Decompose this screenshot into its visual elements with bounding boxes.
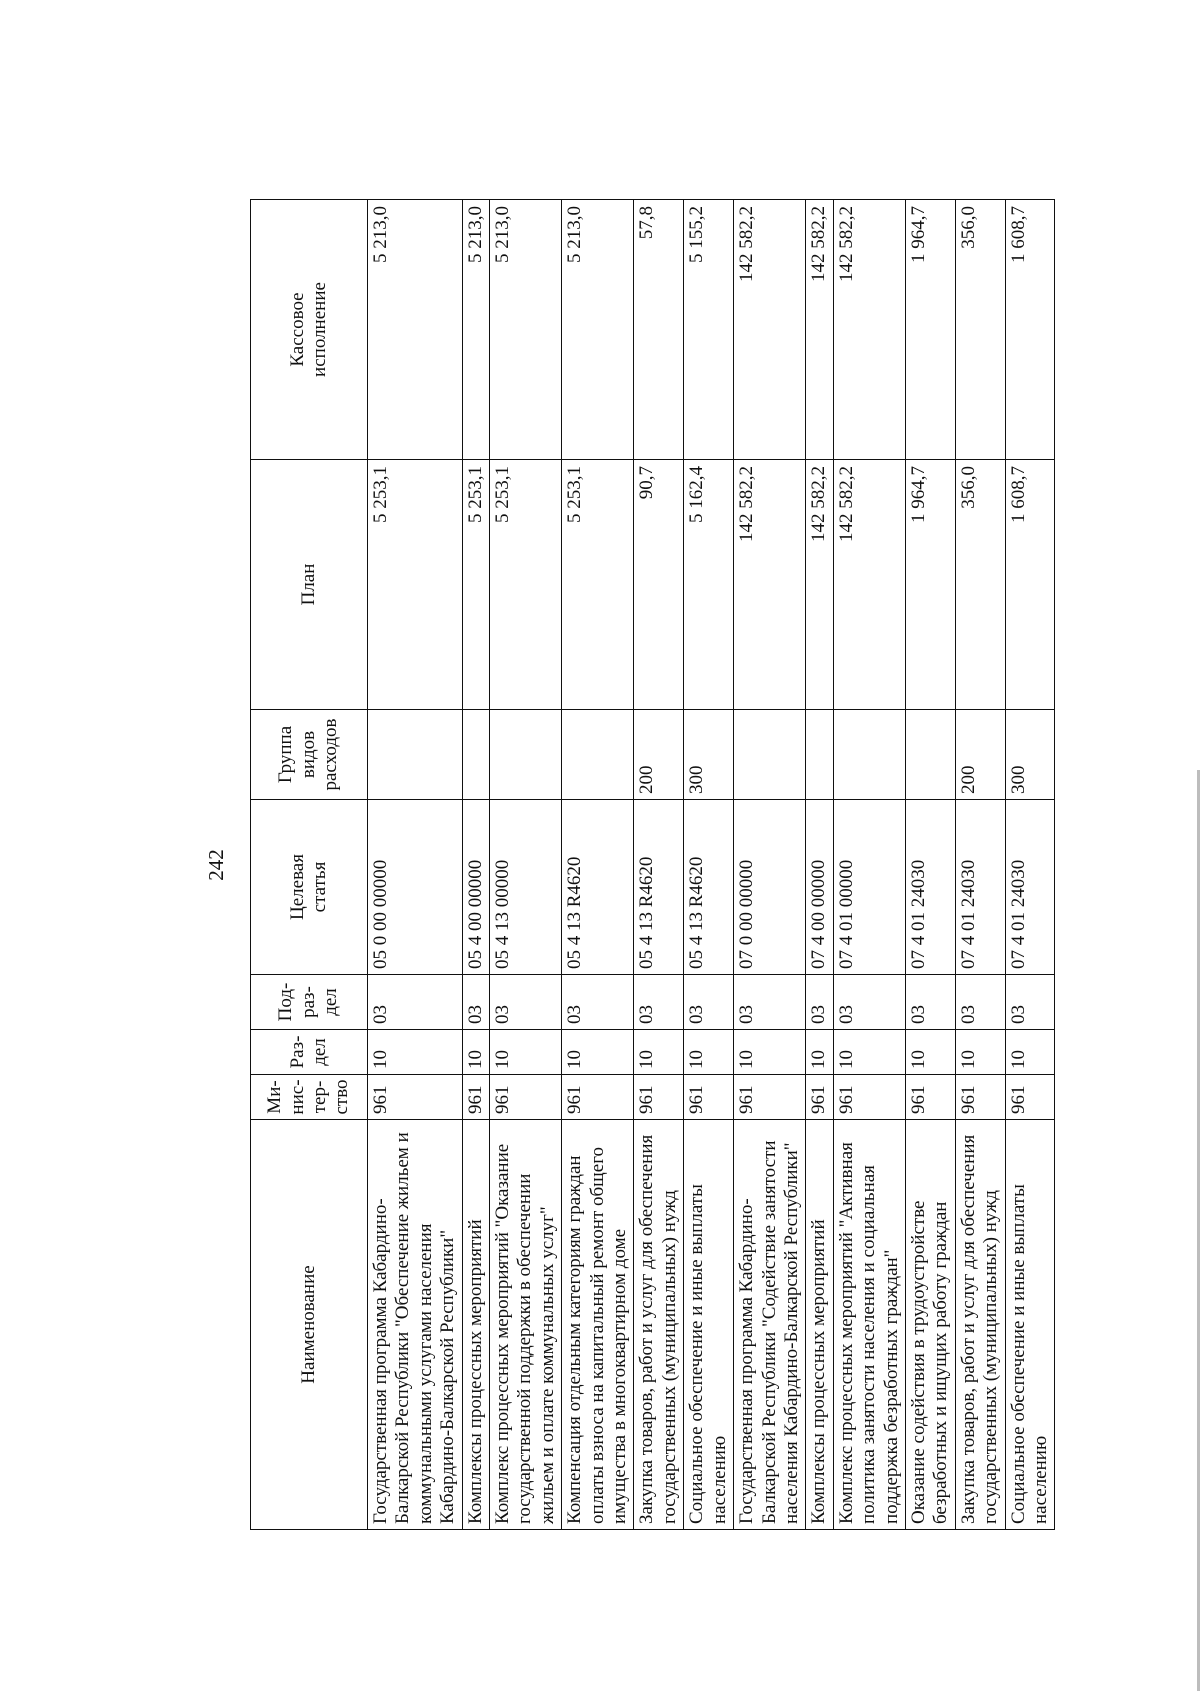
cell-ministry: 961 [905, 1075, 955, 1120]
cell-name: Закупка товаров, работ и услуг для обеспечения государственных (муниципальных) нужд [634, 1120, 684, 1530]
table-row [490, 200, 562, 1530]
table-row [368, 200, 463, 1530]
cell-subsection: 03 [955, 975, 1005, 1030]
table-row [562, 200, 634, 1530]
cell-subsection: 03 [562, 975, 634, 1030]
cell-section: 10 [634, 1030, 684, 1075]
cell-ministry: 961 [490, 1075, 562, 1120]
cell-plan: 5 253,1 [462, 460, 489, 710]
col-name-header: Наименование [251, 1120, 368, 1530]
table-row [905, 200, 955, 1530]
cell-execution: 356,0 [955, 200, 1005, 460]
cell-name: Закупка товаров, работ и услуг для обеспечения государственных (муниципальных) нужд [955, 1120, 1005, 1530]
cell-target-article: 07 4 01 24030 [1005, 800, 1055, 975]
cell-section: 10 [955, 1030, 1005, 1075]
cell-subsection: 03 [634, 975, 684, 1030]
cell-name: Комплексы процессных мероприятий [806, 1120, 833, 1530]
cell-execution: 142 582,2 [806, 200, 833, 460]
cell-target-article: 07 4 00 00000 [806, 800, 833, 975]
col-section-header: Раз- дел [251, 1030, 368, 1075]
cell-target-article: 05 4 13 R4620 [634, 800, 684, 975]
cell-expense-group: 300 [684, 710, 734, 800]
cell-target-article: 05 4 13 00000 [490, 800, 562, 975]
table-row [684, 200, 734, 1530]
cell-expense-group: 200 [634, 710, 684, 800]
cell-section: 10 [562, 1030, 634, 1075]
table-row [833, 200, 905, 1530]
cell-name: Комплекс процессных мероприятий "Оказание государственной поддержки в обеспечении жильем и оплате коммунальных услуг" [490, 1120, 562, 1530]
cell-plan: 142 582,2 [833, 460, 905, 710]
cell-name: Комплексы процессных мероприятий [462, 1120, 489, 1530]
cell-subsection: 03 [833, 975, 905, 1030]
cell-execution: 5 213,0 [368, 200, 463, 460]
cell-expense-group: 200 [955, 710, 1005, 800]
cell-section: 10 [684, 1030, 734, 1075]
cell-expense-group [368, 710, 463, 800]
cell-section: 10 [734, 1030, 806, 1075]
cell-ministry: 961 [806, 1075, 833, 1120]
col-target-article-header: Целевая статья [251, 800, 368, 975]
cell-subsection: 03 [462, 975, 489, 1030]
cell-target-article: 07 4 01 24030 [905, 800, 955, 975]
cell-section: 10 [462, 1030, 489, 1075]
table-row [1005, 200, 1055, 1530]
col-expense-group-header: Группа видов расходов [251, 710, 368, 800]
cell-subsection: 03 [806, 975, 833, 1030]
cell-subsection: 03 [905, 975, 955, 1030]
col-execution-header: Кассовое исполнение [251, 200, 368, 460]
cell-expense-group [806, 710, 833, 800]
cell-ministry: 961 [684, 1075, 734, 1120]
cell-name: Государственная программа Кабардино-Балкарской Республики "Содействие занятости населения Кабардино-Балкарской Республики" [734, 1120, 806, 1530]
cell-name: Государственная программа Кабардино-Балкарской Республики "Обеспечение жильем и коммунальными услугами населения Кабардино-Балкарской Республики" [368, 1120, 463, 1530]
cell-subsection: 03 [734, 975, 806, 1030]
budget-table [250, 199, 1055, 1530]
cell-ministry: 961 [368, 1075, 463, 1120]
cell-expense-group: 300 [1005, 710, 1055, 800]
table-row [955, 200, 1005, 1530]
cell-plan: 1 608,7 [1005, 460, 1055, 710]
cell-subsection: 03 [490, 975, 562, 1030]
cell-section: 10 [905, 1030, 955, 1075]
cell-name: Оказание содействия в трудоустройстве безработных и ищущих работу граждан [905, 1120, 955, 1530]
cell-ministry: 961 [462, 1075, 489, 1120]
table-row [462, 200, 489, 1530]
cell-plan: 356,0 [955, 460, 1005, 710]
cell-target-article: 05 0 00 00000 [368, 800, 463, 975]
cell-subsection: 03 [684, 975, 734, 1030]
cell-execution: 5 213,0 [490, 200, 562, 460]
cell-ministry: 961 [1005, 1075, 1055, 1120]
cell-execution: 5 155,2 [684, 200, 734, 460]
cell-target-article: 07 0 00 00000 [734, 800, 806, 975]
page-number: 242 [204, 849, 228, 881]
cell-ministry: 961 [562, 1075, 634, 1120]
cell-ministry: 961 [734, 1075, 806, 1120]
cell-subsection: 03 [368, 975, 463, 1030]
cell-plan: 5 253,1 [562, 460, 634, 710]
cell-plan: 5 253,1 [368, 460, 463, 710]
cell-expense-group [562, 710, 634, 800]
cell-ministry: 961 [833, 1075, 905, 1120]
cell-execution: 142 582,2 [833, 200, 905, 460]
col-plan-header: План [251, 460, 368, 710]
cell-expense-group [734, 710, 806, 800]
cell-subsection: 03 [1005, 975, 1055, 1030]
cell-expense-group [490, 710, 562, 800]
cell-name: Социальное обеспечение и иные выплаты населению [684, 1120, 734, 1530]
cell-expense-group [905, 710, 955, 800]
table-body [368, 200, 1055, 1530]
cell-section: 10 [1005, 1030, 1055, 1075]
cell-execution: 142 582,2 [734, 200, 806, 460]
rotated-page [180, 200, 1200, 1530]
cell-plan: 142 582,2 [734, 460, 806, 710]
table-row [734, 200, 806, 1530]
cell-plan: 1 964,7 [905, 460, 955, 710]
cell-ministry: 961 [634, 1075, 684, 1120]
table-row [806, 200, 833, 1530]
cell-section: 10 [490, 1030, 562, 1075]
cell-execution: 1 964,7 [905, 200, 955, 460]
table-row [634, 200, 684, 1530]
cell-target-article: 07 4 01 00000 [833, 800, 905, 975]
cell-name: Комплекс процессных мероприятий "Активная политика занятости населения и социальная поддержка безработных граждан" [833, 1120, 905, 1530]
cell-expense-group [462, 710, 489, 800]
col-subsection-header: Под- раз- дел [251, 975, 368, 1030]
cell-plan: 5 162,4 [684, 460, 734, 710]
cell-execution: 5 213,0 [462, 200, 489, 460]
cell-execution: 5 213,0 [562, 200, 634, 460]
cell-execution: 1 608,7 [1005, 200, 1055, 460]
cell-name: Компенсация отдельным категориям граждан оплаты взноса на капитальный ремонт общего имущества в многоквартирном доме [562, 1120, 634, 1530]
cell-section: 10 [806, 1030, 833, 1075]
cell-target-article: 05 4 00 00000 [462, 800, 489, 975]
cell-plan: 90,7 [634, 460, 684, 710]
cell-plan: 5 253,1 [490, 460, 562, 710]
cell-target-article: 07 4 01 24030 [955, 800, 1005, 975]
col-ministry-header: Ми- нис- тер- ство [251, 1075, 368, 1120]
cell-ministry: 961 [955, 1075, 1005, 1120]
cell-execution: 57,8 [634, 200, 684, 460]
cell-section: 10 [368, 1030, 463, 1075]
cell-name: Социальное обеспечение и иные выплаты населению [1005, 1120, 1055, 1530]
cell-plan: 142 582,2 [806, 460, 833, 710]
cell-expense-group [833, 710, 905, 800]
header-row [251, 200, 368, 1530]
cell-section: 10 [833, 1030, 905, 1075]
cell-target-article: 05 4 13 R4620 [562, 800, 634, 975]
cell-target-article: 05 4 13 R4620 [684, 800, 734, 975]
